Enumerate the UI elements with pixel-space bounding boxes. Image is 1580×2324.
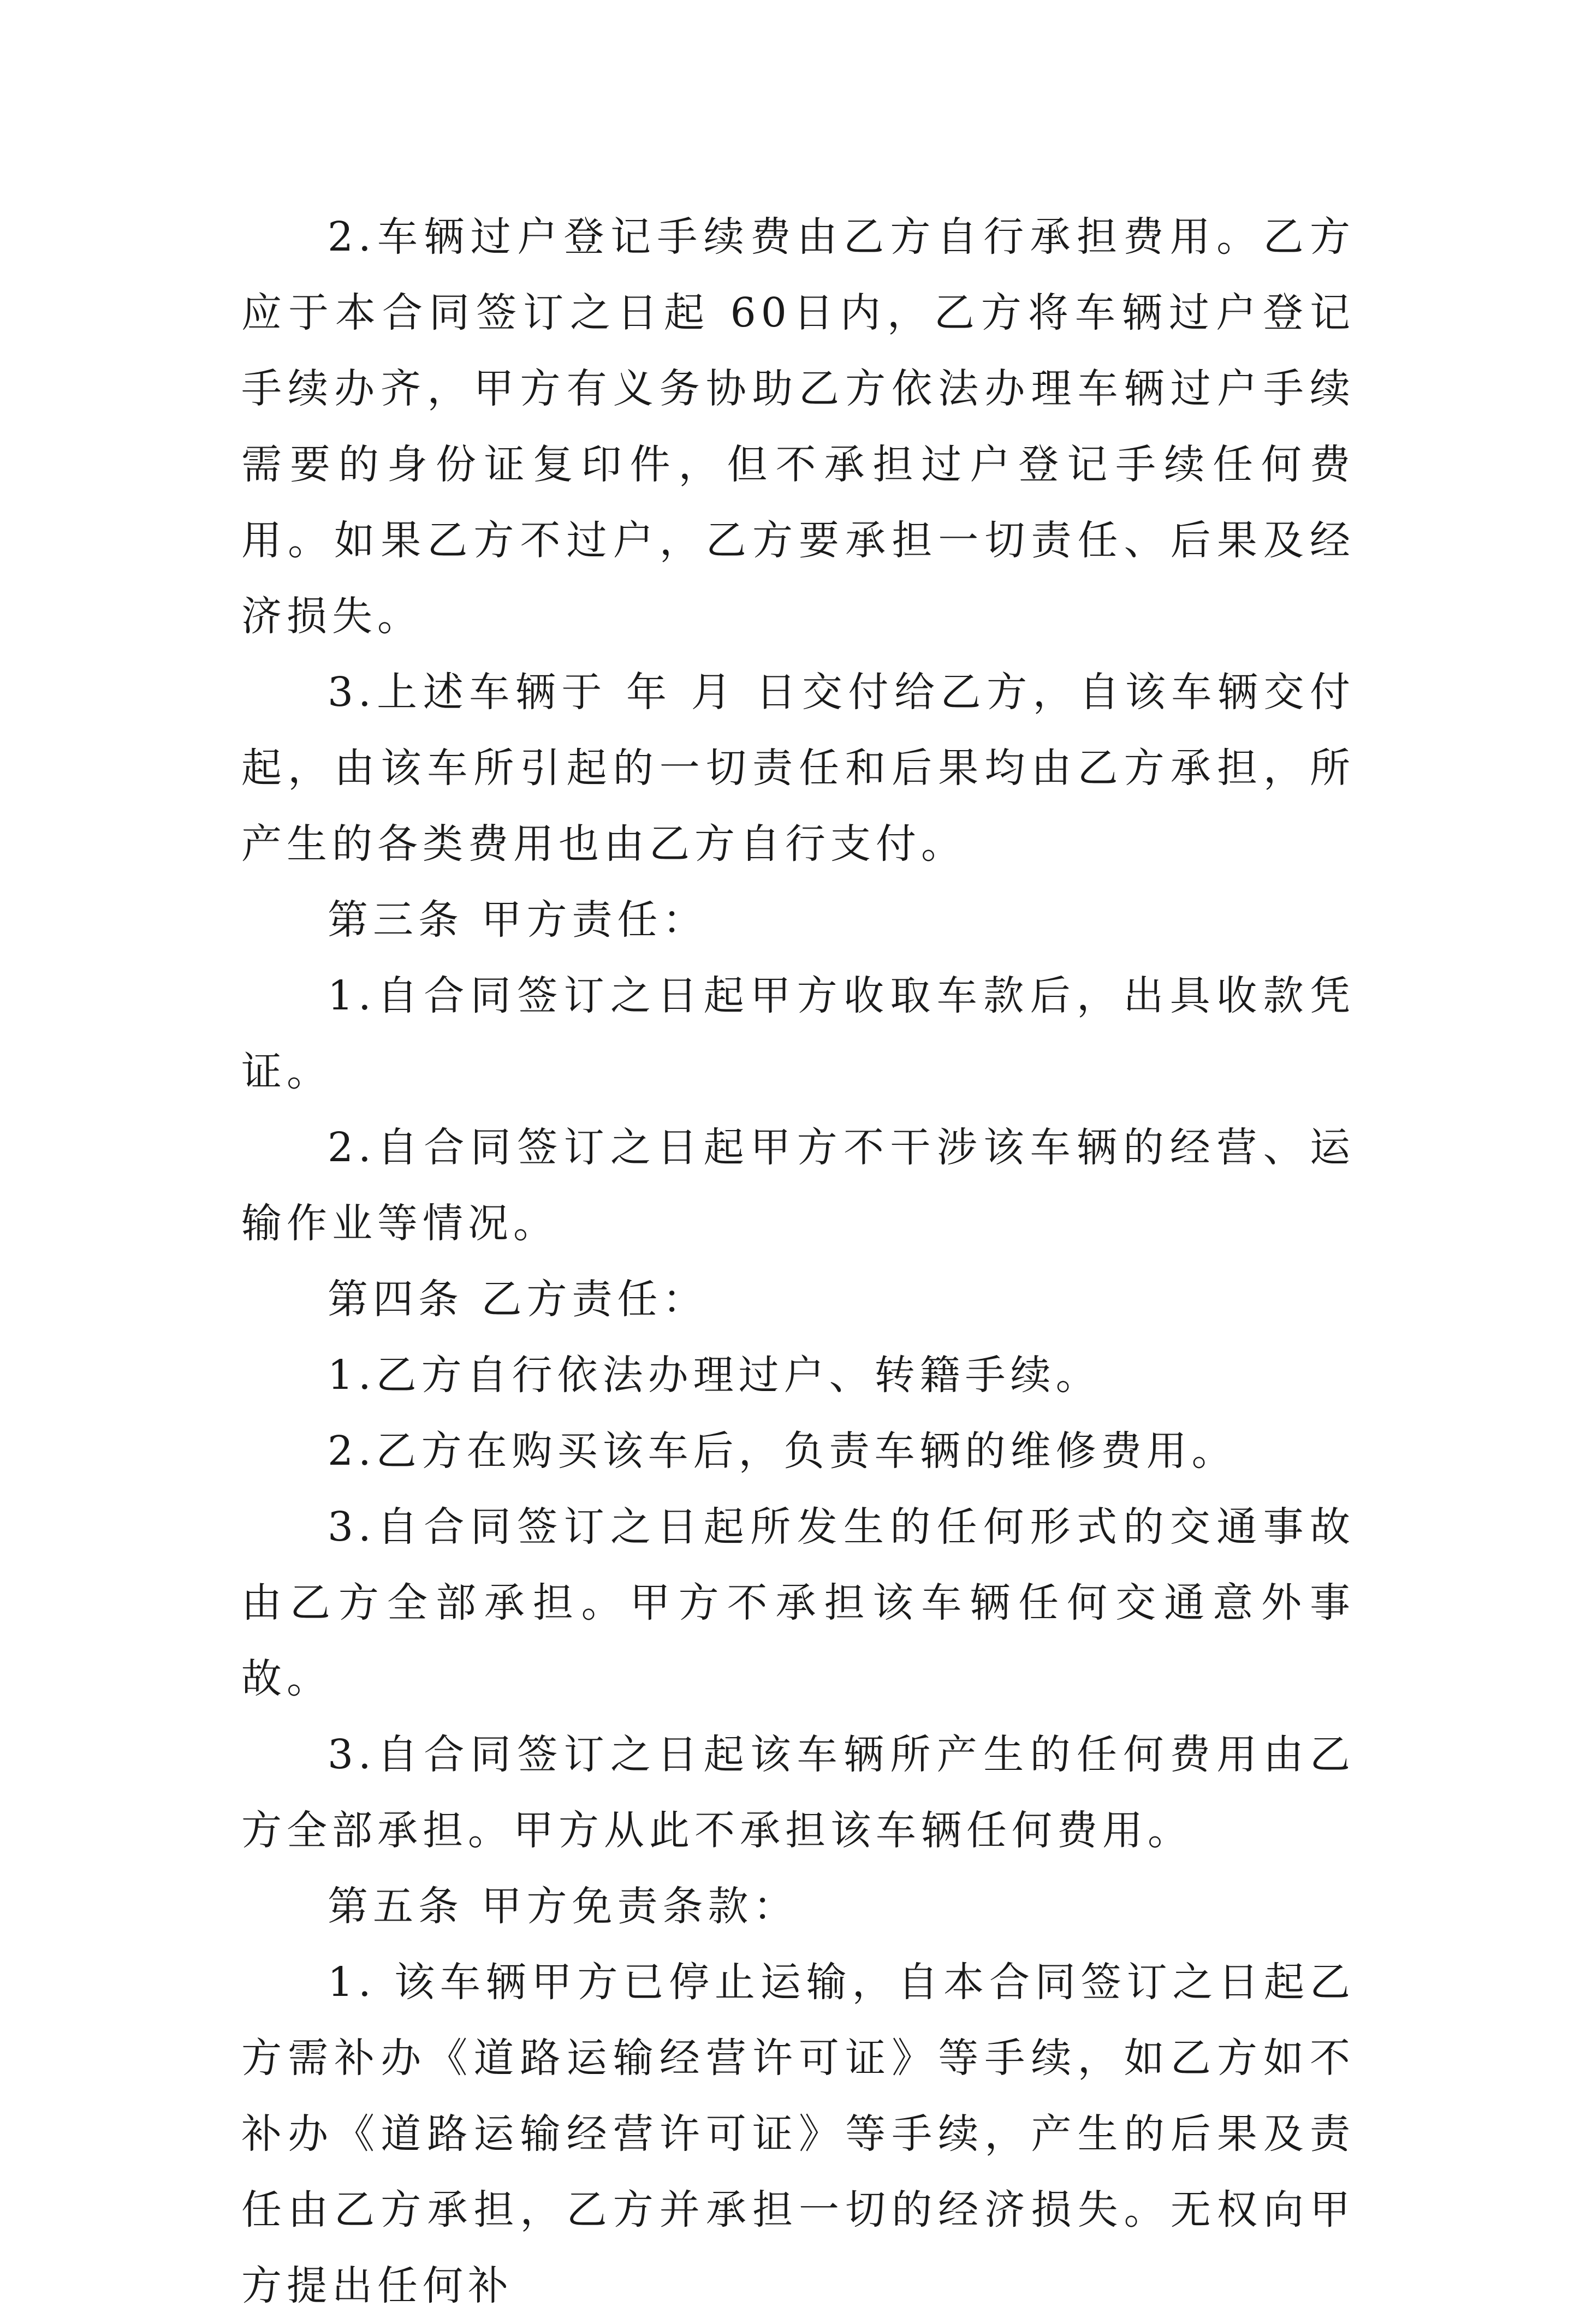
article-4-clause-1: 1.乙方自行依法办理过户、转籍手续。 [328, 1352, 1101, 1399]
article-3-clause-1: 1.自合同签订之日起甲方收取车款后，出具收款凭证。 [241, 972, 1355, 1095]
document-body [241, 199, 1355, 2324]
article-5-heading: 第五条 甲方免责条款： [328, 1883, 799, 1930]
clause-2-transfer-fee: 2.车辆过户登记手续费由乙方自行承担费用。乙方应于本合同签订之日起 60日内，乙方将车辆过户登记手续办齐，甲方有义务协助乙方依法办理车辆过户手续需要的身份证复印件，但不承担过户登记手续任何费用。如果乙方不过户，乙方要承担一切责任、后果及经济损失。 [241, 213, 1355, 640]
article-5-clause-1: 1. 该车辆甲方已停止运输，自本合同签订之日起乙方需补办《道路运输经营许可证》等手续，如乙方如不补办《道路运输经营许可证》等手续，产生的后果及责任由乙方承担，乙方并承担一切的经济损失。无权向甲方提出任何补 [241, 1959, 1355, 2309]
article-3-heading: 第三条 甲方责任： [328, 896, 708, 943]
article-3-clause-2: 2.自合同签订之日起甲方不干涉该车辆的经营、运输作业等情况。 [241, 1124, 1355, 1247]
article-4-clause-3a: 3.自合同签订之日起所发生的任何形式的交通事故由乙方全部承担。甲方不承担该车辆任何交通意外事故。 [241, 1503, 1355, 1702]
article-4-heading: 第四条 乙方责任： [328, 1276, 708, 1323]
clause-3-delivery: 3.上述车辆于 年 月 日交付给乙方，自该车辆交付起，由该车所引起的一切责任和后果均由乙方承担，所产生的各类费用也由乙方自行支付。 [241, 669, 1355, 867]
article-4-clause-3b: 3.自合同签订之日起该车辆所产生的任何费用由乙方全部承担。甲方从此不承担该车辆任何费用。 [241, 1731, 1355, 1854]
article-4-clause-2: 2.乙方在购买该车后，负责车辆的维修费用。 [328, 1428, 1237, 1475]
